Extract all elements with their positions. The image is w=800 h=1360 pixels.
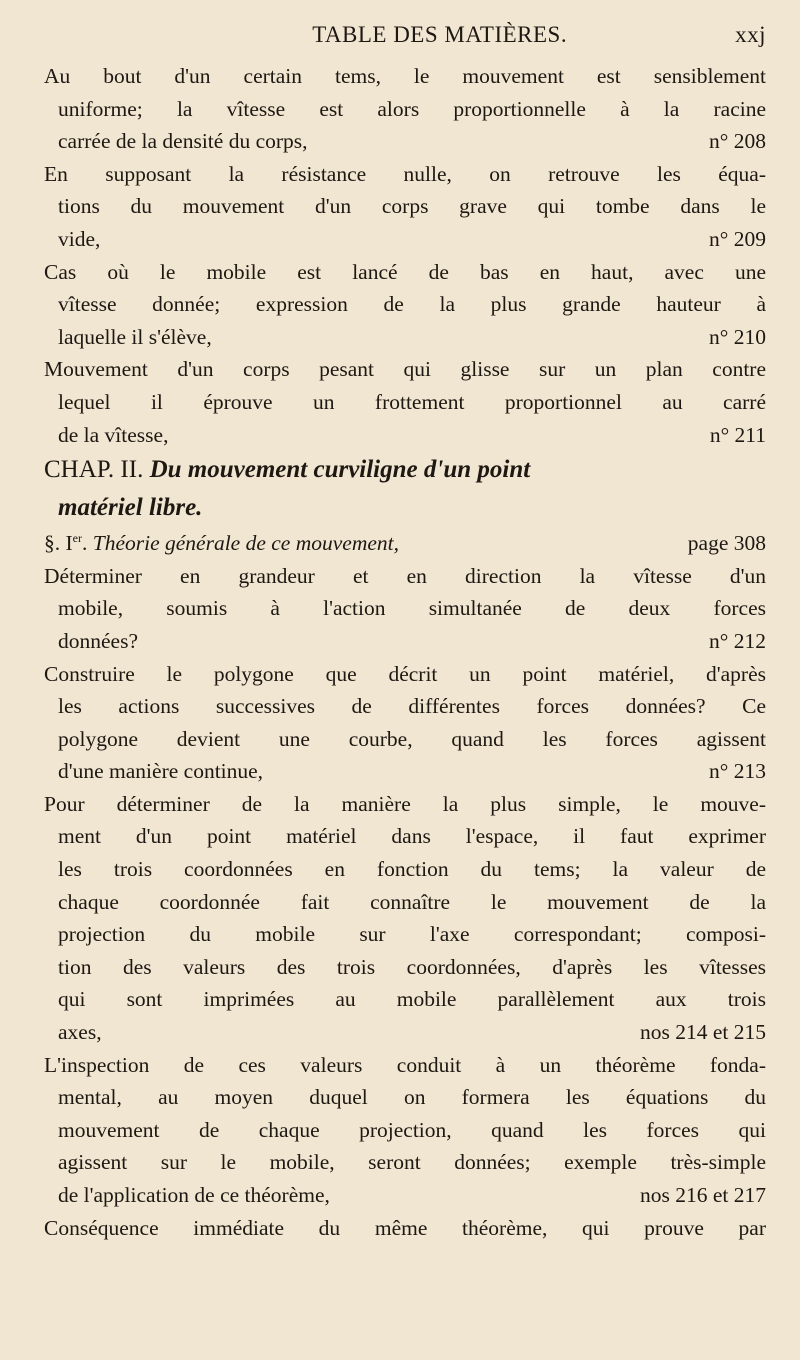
toc-ref-number: n° 213 <box>709 759 766 784</box>
toc-ref-number: n° 209 <box>709 226 766 251</box>
toc-line: mobile, soumis à l'action simultanée de deux forces <box>58 596 766 621</box>
toc-text: carrée de la densité du corps, <box>58 129 308 154</box>
chapter-heading <box>44 451 766 489</box>
toc-line: uniforme; la vîtesse est alors proportionnelle à la racine <box>58 96 766 121</box>
toc-line: mouvement de chaque projection, quand les forces qui <box>58 1117 766 1142</box>
toc-line: chaque coordonnée fait connaître le mouvement de la <box>58 889 766 914</box>
toc-line-with-ref <box>44 1016 766 1049</box>
chapter-label: CHAP. II. <box>44 456 144 484</box>
toc-line: tion des valeurs des trois coordonnées, d'après les vîtesses <box>58 954 766 979</box>
toc-line: lequel il éprouve un frottement proportionnel au carré <box>58 389 766 414</box>
toc-text: de la vîtesse, <box>58 422 169 447</box>
toc-ref-number: n° 212 <box>709 628 766 653</box>
toc-line: agissent sur le mobile, seront données; exemple très-simple <box>58 1150 766 1175</box>
section-sup: er <box>72 530 82 545</box>
chapter-title: Du mouvement curviligne d'un point <box>149 456 531 484</box>
toc-line: les actions successives de différentes forces données? Ce <box>58 694 766 719</box>
section-title: Théorie générale de ce mouvement, <box>92 531 400 556</box>
toc-text: d'une manière continue, <box>58 759 264 784</box>
toc-ref-number: n° 208 <box>709 129 766 154</box>
toc-line: tions du mouvement d'un corps grave qui tombe dans le <box>58 194 766 219</box>
toc-ref-number: n° 211 <box>709 422 766 447</box>
toc-line: mental, au moyen duquel on formera les équations du <box>58 1085 766 1110</box>
running-header <box>44 22 766 60</box>
header-title: TABLE DES MATIÈRES. <box>312 22 568 47</box>
toc-line: qui sont imprimées au mobile parallèlement aux trois <box>58 987 766 1012</box>
toc-line: vîtesse donnée; expression de la plus grande hauteur à <box>58 292 766 317</box>
toc-entries-chap2 <box>44 560 766 1244</box>
toc-ref-number: n° 210 <box>709 324 766 349</box>
toc-line: Mouvement d'un corps pesant qui glisse sur un plan contre <box>44 357 766 382</box>
toc-line: les trois coordonnées en fonction du tems; la valeur de <box>58 857 766 882</box>
chapter-heading-cont <box>44 489 766 527</box>
toc-line-with-ref <box>44 419 766 452</box>
toc-line: Déterminer en grandeur et en direction la vîtesse d'un <box>44 563 766 588</box>
toc-line-with-ref <box>44 1179 766 1212</box>
section-page-ref: page 308 <box>687 531 766 556</box>
toc-line: Au bout d'un certain tems, le mouvement est sensiblement <box>44 64 766 88</box>
book-page <box>44 22 766 1244</box>
toc-line: L'inspection de ces valeurs conduit à un théorème fonda- <box>44 1052 766 1077</box>
section-label: §. I <box>44 531 73 556</box>
toc-line-with-ref <box>44 755 766 788</box>
toc-line: ment d'un point matériel dans l'espace, il faut exprimer <box>58 824 766 849</box>
toc-line-with-ref <box>44 223 766 256</box>
toc-entries-chap1 <box>44 60 766 451</box>
toc-line: polygone devient une courbe, quand les forces agissent <box>58 726 766 751</box>
toc-line: Conséquence immédiate du même théorème, qui prouve par <box>44 1215 766 1240</box>
chapter-title-cont: matériel libre. <box>58 494 203 522</box>
toc-text: de l'application de ce théorème, <box>58 1183 330 1207</box>
toc-text: axes, <box>58 1020 102 1045</box>
toc-ref-number: nos 216 et 217 <box>639 1183 766 1207</box>
toc-line-with-ref <box>44 321 766 354</box>
toc-line-with-ref <box>44 125 766 158</box>
toc-line: projection du mobile sur l'axe correspondant; composi- <box>58 922 766 947</box>
toc-text: vide, <box>58 226 101 251</box>
toc-text: laquelle il s'élève, <box>58 324 212 349</box>
toc-line-with-ref <box>44 625 766 658</box>
toc-line: En supposant la résistance nulle, on retrouve les équa- <box>44 161 766 186</box>
page-number: xxj <box>735 22 766 47</box>
section-heading: §. Ier. Théorie générale de ce mouvement, page 308 <box>44 527 766 560</box>
toc-line: Cas où le mobile est lancé de bas en haut, avec une <box>44 259 766 284</box>
toc-ref-number: nos 214 et 215 <box>639 1020 766 1045</box>
toc-text: données? <box>58 628 138 653</box>
toc-line: Pour déterminer de la manière la plus simple, le mouve- <box>44 791 766 816</box>
toc-line: Construire le polygone que décrit un point matériel, d'après <box>44 661 766 686</box>
